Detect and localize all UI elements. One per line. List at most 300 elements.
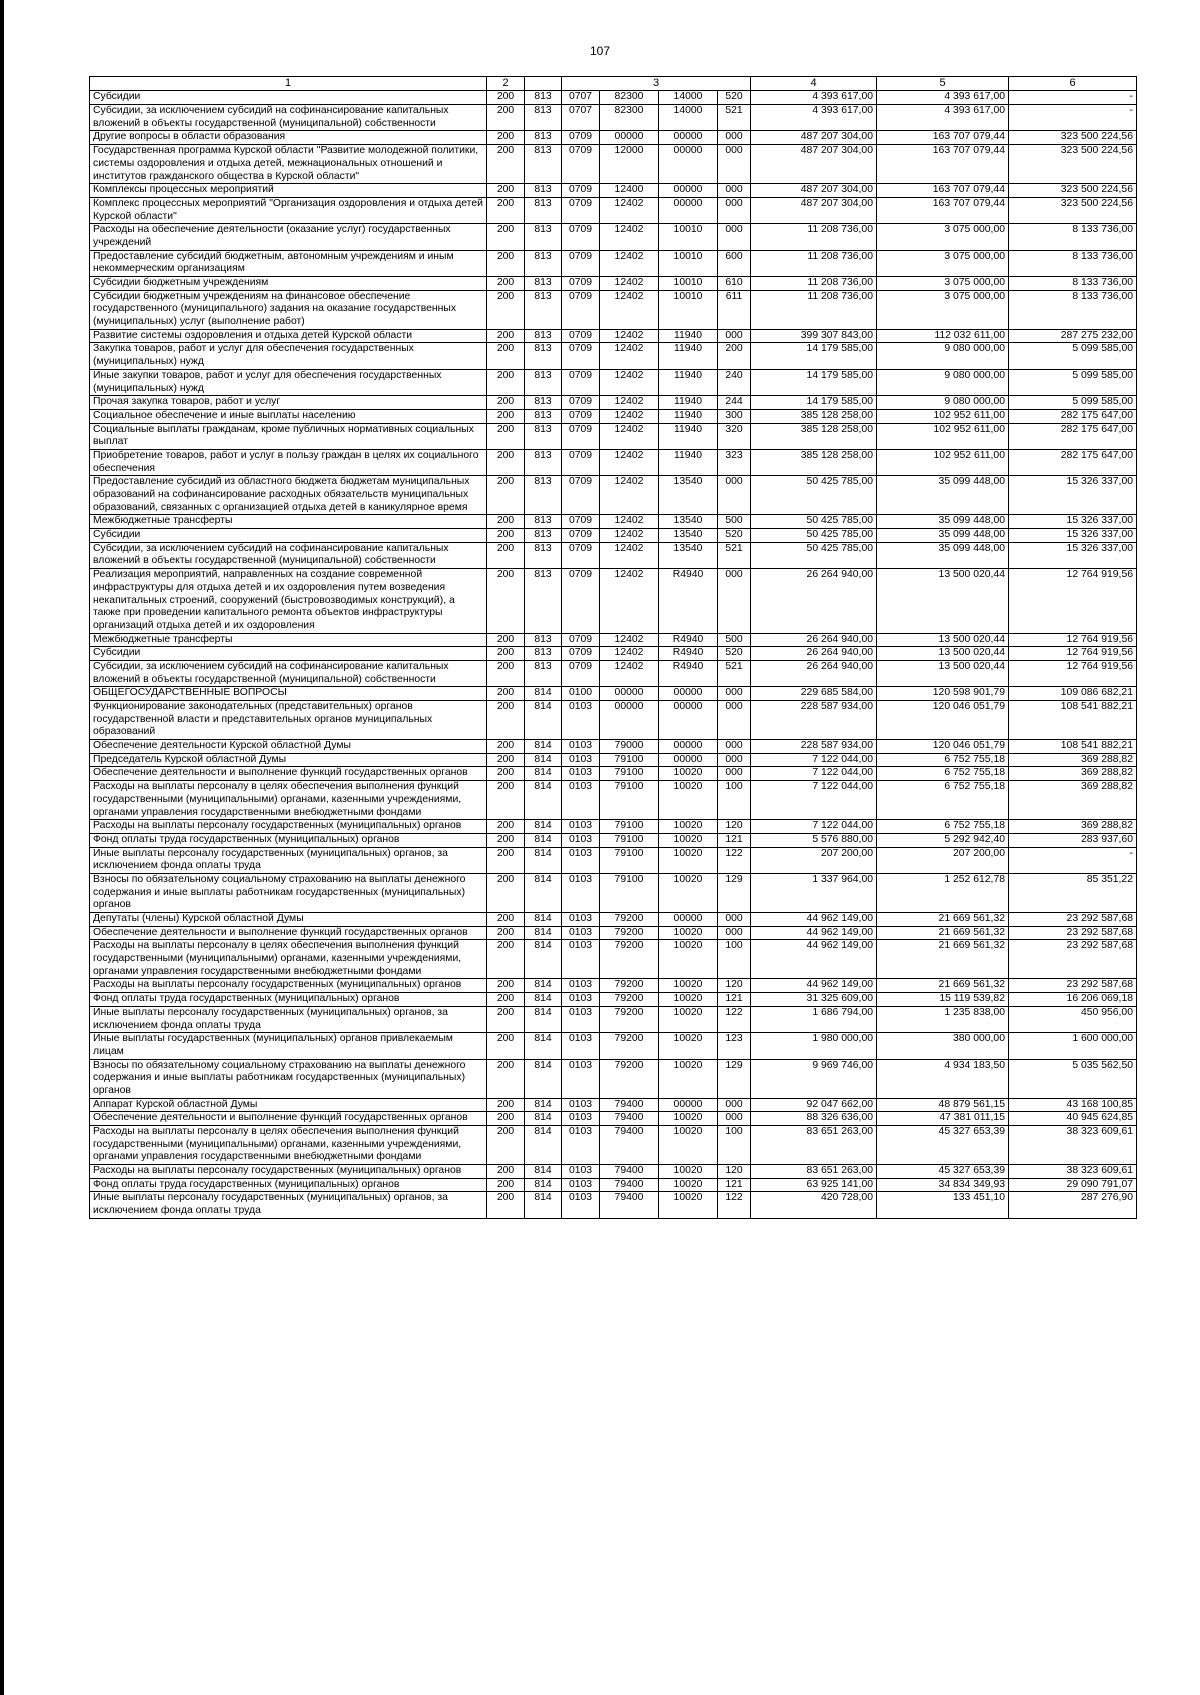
section-code-cell: 0709 (562, 529, 600, 543)
amount-col4-cell: 11 208 736,00 (751, 224, 877, 250)
expense-type-cell: 100 (718, 1126, 751, 1165)
amount-col6-cell: 369 288,82 (1009, 767, 1137, 781)
table-row (90, 1059, 1137, 1098)
admin-code-cell: 814 (525, 993, 562, 1007)
direction-code-cell: 10020 (659, 781, 718, 820)
row-name-cell: Межбюджетные трансферты (90, 515, 487, 529)
admin-code-cell: 814 (525, 1059, 562, 1098)
expense-type-cell: 320 (718, 423, 751, 449)
header-cell: 2 (487, 77, 525, 91)
row-name-cell: Субсидии, за исключением субсидий на софинансирование капитальных вложений в объекты государственной (муниципальной) собственности (90, 660, 487, 686)
table-row (90, 753, 1137, 767)
expense-type-cell: 121 (718, 833, 751, 847)
amount-col5-cell: 21 669 561,32 (877, 940, 1009, 979)
row-name-cell: Иные выплаты персоналу государственных (муниципальных) органов, за исключением фонда оплаты труда (90, 847, 487, 873)
row-name-cell: Обеспечение деятельности и выполнение функций государственных органов (90, 767, 487, 781)
expense-type-cell: 611 (718, 290, 751, 329)
admin-code-cell: 814 (525, 1165, 562, 1179)
section-code-cell: 0103 (562, 1098, 600, 1112)
row-name-cell: Иные закупки товаров, работ и услуг для обеспечения государственных (муниципальных) нужд (90, 369, 487, 395)
admin-code-cell: 814 (525, 820, 562, 834)
amount-col4-cell: 7 122 044,00 (751, 820, 877, 834)
direction-code-cell: 10020 (659, 1126, 718, 1165)
direction-code-cell: 11940 (659, 369, 718, 395)
group-code-cell: 200 (487, 979, 525, 993)
direction-code-cell: 13540 (659, 542, 718, 568)
program-code-cell: 12402 (600, 277, 659, 291)
amount-col4-cell: 4 393 617,00 (751, 105, 877, 131)
program-code-cell: 79200 (600, 1059, 659, 1098)
budget-table (89, 76, 1137, 1219)
section-code-cell: 0709 (562, 409, 600, 423)
expense-type-cell: 521 (718, 105, 751, 131)
section-code-cell: 0709 (562, 277, 600, 291)
table-row (90, 1165, 1137, 1179)
amount-col4-cell: 50 425 785,00 (751, 476, 877, 515)
admin-code-cell: 814 (525, 913, 562, 927)
amount-col6-cell: 12 764 919,56 (1009, 569, 1137, 633)
amount-col4-cell: 487 207 304,00 (751, 184, 877, 198)
amount-col6-cell: 8 133 736,00 (1009, 224, 1137, 250)
section-code-cell: 0709 (562, 633, 600, 647)
group-code-cell: 200 (487, 1178, 525, 1192)
amount-col6-cell: 109 086 682,21 (1009, 687, 1137, 701)
table-row (90, 250, 1137, 276)
expense-type-cell: 200 (718, 343, 751, 369)
amount-col5-cell: 163 707 079,44 (877, 145, 1009, 184)
program-code-cell: 79200 (600, 993, 659, 1007)
expense-type-cell: 000 (718, 145, 751, 184)
amount-col6-cell: - (1009, 847, 1137, 873)
row-name-cell: Фонд оплаты труда государственных (муниципальных) органов (90, 833, 487, 847)
admin-code-cell: 814 (525, 1006, 562, 1032)
amount-col6-cell: 282 175 647,00 (1009, 449, 1137, 475)
program-code-cell: 79400 (600, 1165, 659, 1179)
table-row (90, 1192, 1137, 1218)
section-code-cell: 0103 (562, 820, 600, 834)
amount-col5-cell: 112 032 611,00 (877, 329, 1009, 343)
amount-col6-cell: 450 956,00 (1009, 1006, 1137, 1032)
amount-col6-cell: 5 099 585,00 (1009, 396, 1137, 410)
direction-code-cell: 11940 (659, 329, 718, 343)
amount-col5-cell: 13 500 020,44 (877, 633, 1009, 647)
header-row (90, 77, 1137, 91)
admin-code-cell: 813 (525, 369, 562, 395)
section-code-cell: 0707 (562, 105, 600, 131)
row-name-cell: Расходы на выплаты персоналу государственных (муниципальных) органов (90, 979, 487, 993)
amount-col6-cell: 23 292 587,68 (1009, 979, 1137, 993)
row-name-cell: Обеспечение деятельности и выполнение функций государственных органов (90, 926, 487, 940)
expense-type-cell: 000 (718, 184, 751, 198)
row-name-cell: Взносы по обязательному социальному страхованию на выплаты денежного содержания и иные выплаты работникам государственных (муниципальных) органов (90, 873, 487, 912)
direction-code-cell: 00000 (659, 687, 718, 701)
row-name-cell: Субсидии, за исключением субсидий на софинансирование капитальных вложений в объекты государственной (муниципальной) собственности (90, 542, 487, 568)
group-code-cell: 200 (487, 515, 525, 529)
direction-code-cell: 10020 (659, 1178, 718, 1192)
group-code-cell: 200 (487, 197, 525, 223)
direction-code-cell: 11940 (659, 409, 718, 423)
group-code-cell: 200 (487, 449, 525, 475)
row-name-cell: Функционирование законодательных (представительных) органов государственной власти и представительных органов муниципальных образований (90, 701, 487, 740)
section-code-cell: 0103 (562, 781, 600, 820)
section-code-cell: 0103 (562, 847, 600, 873)
amount-col4-cell: 63 925 141,00 (751, 1178, 877, 1192)
amount-col5-cell: 9 080 000,00 (877, 396, 1009, 410)
expense-type-cell: 300 (718, 409, 751, 423)
program-code-cell: 12402 (600, 329, 659, 343)
section-code-cell: 0103 (562, 926, 600, 940)
expense-type-cell: 521 (718, 542, 751, 568)
amount-col4-cell: 228 587 934,00 (751, 740, 877, 754)
amount-col6-cell: 23 292 587,68 (1009, 940, 1137, 979)
expense-type-cell: 500 (718, 633, 751, 647)
program-code-cell: 79400 (600, 1192, 659, 1218)
amount-col5-cell: 9 080 000,00 (877, 369, 1009, 395)
section-code-cell: 0103 (562, 1006, 600, 1032)
amount-col4-cell: 207 200,00 (751, 847, 877, 873)
direction-code-cell: 10020 (659, 940, 718, 979)
program-code-cell: 12402 (600, 409, 659, 423)
table-row (90, 277, 1137, 291)
amount-col4-cell: 44 962 149,00 (751, 913, 877, 927)
program-code-cell: 12402 (600, 633, 659, 647)
row-name-cell: Председатель Курской областной Думы (90, 753, 487, 767)
amount-col5-cell: 1 252 612,78 (877, 873, 1009, 912)
direction-code-cell: 11940 (659, 343, 718, 369)
amount-col4-cell: 399 307 843,00 (751, 329, 877, 343)
amount-col4-cell: 44 962 149,00 (751, 940, 877, 979)
row-name-cell: Комплекс процессных мероприятий "Организация оздоровления и отдыха детей Курской области" (90, 197, 487, 223)
group-code-cell: 200 (487, 369, 525, 395)
program-code-cell: 79200 (600, 940, 659, 979)
admin-code-cell: 814 (525, 926, 562, 940)
admin-code-cell: 813 (525, 409, 562, 423)
amount-col5-cell: 45 327 653,39 (877, 1165, 1009, 1179)
amount-col4-cell: 26 264 940,00 (751, 633, 877, 647)
program-code-cell: 12402 (600, 224, 659, 250)
admin-code-cell: 813 (525, 542, 562, 568)
admin-code-cell: 814 (525, 1178, 562, 1192)
amount-col6-cell: 15 326 337,00 (1009, 542, 1137, 568)
section-code-cell: 0103 (562, 753, 600, 767)
direction-code-cell: 10020 (659, 847, 718, 873)
group-code-cell: 200 (487, 409, 525, 423)
section-code-cell: 0709 (562, 184, 600, 198)
section-code-cell: 0709 (562, 343, 600, 369)
direction-code-cell: R4940 (659, 660, 718, 686)
group-code-cell: 200 (487, 423, 525, 449)
program-code-cell: 79200 (600, 979, 659, 993)
direction-code-cell: R4940 (659, 633, 718, 647)
amount-col4-cell: 14 179 585,00 (751, 369, 877, 395)
table-row (90, 184, 1137, 198)
group-code-cell: 200 (487, 701, 525, 740)
program-code-cell: 79100 (600, 847, 659, 873)
program-code-cell: 00000 (600, 701, 659, 740)
expense-type-cell: 000 (718, 224, 751, 250)
group-code-cell: 200 (487, 569, 525, 633)
expense-type-cell: 000 (718, 197, 751, 223)
amount-col6-cell: 15 326 337,00 (1009, 476, 1137, 515)
table-row (90, 1112, 1137, 1126)
direction-code-cell: 10010 (659, 224, 718, 250)
program-code-cell: 79400 (600, 1112, 659, 1126)
header-cell: 5 (877, 77, 1009, 91)
scan-edge-bar (0, 0, 4, 1695)
table-row (90, 449, 1137, 475)
row-name-cell: Расходы на выплаты персоналу в целях обеспечения выполнения функций государственными (муниципальными) органами, казенными учреждениями, органами управления государственными внебюджетными фондами (90, 940, 487, 979)
table-row (90, 660, 1137, 686)
amount-col5-cell: 207 200,00 (877, 847, 1009, 873)
group-code-cell: 200 (487, 781, 525, 820)
direction-code-cell: 10020 (659, 1165, 718, 1179)
amount-col6-cell: 29 090 791,07 (1009, 1178, 1137, 1192)
direction-code-cell: 00000 (659, 131, 718, 145)
amount-col5-cell: 163 707 079,44 (877, 131, 1009, 145)
admin-code-cell: 814 (525, 767, 562, 781)
amount-col4-cell: 385 128 258,00 (751, 449, 877, 475)
program-code-cell: 79200 (600, 1033, 659, 1059)
direction-code-cell: 13540 (659, 515, 718, 529)
amount-col5-cell: 35 099 448,00 (877, 529, 1009, 543)
header-cell: 4 (751, 77, 877, 91)
table-row (90, 781, 1137, 820)
amount-col6-cell: 369 288,82 (1009, 781, 1137, 820)
row-name-cell: Расходы на выплаты персоналу государственных (муниципальных) органов (90, 1165, 487, 1179)
direction-code-cell: 13540 (659, 476, 718, 515)
amount-col6-cell: 12 764 919,56 (1009, 633, 1137, 647)
amount-col4-cell: 5 576 880,00 (751, 833, 877, 847)
expense-type-cell: 500 (718, 515, 751, 529)
row-name-cell: Социальное обеспечение и иные выплаты населению (90, 409, 487, 423)
amount-col4-cell: 26 264 940,00 (751, 647, 877, 661)
expense-type-cell: 123 (718, 1033, 751, 1059)
direction-code-cell: 10020 (659, 1112, 718, 1126)
group-code-cell: 200 (487, 940, 525, 979)
group-code-cell: 200 (487, 1033, 525, 1059)
admin-code-cell: 813 (525, 396, 562, 410)
amount-col6-cell: 283 937,60 (1009, 833, 1137, 847)
program-code-cell: 00000 (600, 687, 659, 701)
expense-type-cell: 121 (718, 993, 751, 1007)
table-row (90, 476, 1137, 515)
table-row (90, 105, 1137, 131)
group-code-cell: 200 (487, 224, 525, 250)
program-code-cell: 12402 (600, 515, 659, 529)
page-number: 107 (589, 44, 611, 58)
section-code-cell: 0100 (562, 687, 600, 701)
row-name-cell: Предоставление субсидий из областного бюджета бюджетам муниципальных образований на софинансирование расходных обязательств муниципальных образований, связанных с организацией отдыха детей в каникулярное время (90, 476, 487, 515)
table-row (90, 369, 1137, 395)
group-code-cell: 200 (487, 1165, 525, 1179)
amount-col6-cell: 43 168 100,85 (1009, 1098, 1137, 1112)
expense-type-cell: 000 (718, 1098, 751, 1112)
group-code-cell: 200 (487, 542, 525, 568)
row-name-cell: Развитие системы оздоровления и отдыха детей Курской области (90, 329, 487, 343)
direction-code-cell: R4940 (659, 569, 718, 633)
amount-col6-cell: 108 541 882,21 (1009, 701, 1137, 740)
group-code-cell: 200 (487, 1126, 525, 1165)
amount-col4-cell: 487 207 304,00 (751, 131, 877, 145)
admin-code-cell: 814 (525, 847, 562, 873)
group-code-cell: 200 (487, 476, 525, 515)
table-body (90, 77, 1137, 1219)
group-code-cell: 200 (487, 833, 525, 847)
amount-col6-cell: 323 500 224,56 (1009, 184, 1137, 198)
group-code-cell: 200 (487, 1112, 525, 1126)
section-code-cell: 0103 (562, 833, 600, 847)
amount-col6-cell: 85 351,22 (1009, 873, 1137, 912)
section-code-cell: 0103 (562, 1033, 600, 1059)
table-row (90, 197, 1137, 223)
program-code-cell: 12400 (600, 184, 659, 198)
amount-col5-cell: 4 934 183,50 (877, 1059, 1009, 1098)
admin-code-cell: 813 (525, 660, 562, 686)
section-code-cell: 0103 (562, 1126, 600, 1165)
expense-type-cell: 000 (718, 131, 751, 145)
program-code-cell: 12402 (600, 542, 659, 568)
group-code-cell: 200 (487, 687, 525, 701)
direction-code-cell: 10020 (659, 767, 718, 781)
group-code-cell: 200 (487, 647, 525, 661)
amount-col5-cell: 133 451,10 (877, 1192, 1009, 1218)
section-code-cell: 0103 (562, 1165, 600, 1179)
table-row (90, 145, 1137, 184)
program-code-cell: 79400 (600, 1126, 659, 1165)
header-cell: 1 (90, 77, 487, 91)
table-row (90, 633, 1137, 647)
amount-col5-cell: 4 393 617,00 (877, 91, 1009, 105)
amount-col6-cell: 323 500 224,56 (1009, 145, 1137, 184)
row-name-cell: Иные выплаты государственных (муниципальных) органов привлекаемым лицам (90, 1033, 487, 1059)
program-code-cell: 12402 (600, 647, 659, 661)
amount-col5-cell: 45 327 653,39 (877, 1126, 1009, 1165)
program-code-cell: 12402 (600, 529, 659, 543)
section-code-cell: 0103 (562, 1192, 600, 1218)
direction-code-cell: 00000 (659, 1098, 718, 1112)
admin-code-cell: 814 (525, 701, 562, 740)
program-code-cell: 12402 (600, 197, 659, 223)
amount-col5-cell: 6 752 755,18 (877, 820, 1009, 834)
group-code-cell: 200 (487, 91, 525, 105)
amount-col4-cell: 92 047 662,00 (751, 1098, 877, 1112)
amount-col5-cell: 102 952 611,00 (877, 409, 1009, 423)
direction-code-cell: 10020 (659, 1006, 718, 1032)
group-code-cell: 200 (487, 250, 525, 276)
amount-col5-cell: 6 752 755,18 (877, 767, 1009, 781)
group-code-cell: 200 (487, 1098, 525, 1112)
amount-col6-cell: 287 275 232,00 (1009, 329, 1137, 343)
program-code-cell: 82300 (600, 91, 659, 105)
group-code-cell: 200 (487, 926, 525, 940)
direction-code-cell: 10020 (659, 993, 718, 1007)
group-code-cell: 200 (487, 396, 525, 410)
table-row (90, 131, 1137, 145)
row-name-cell: Взносы по обязательному социальному страхованию на выплаты денежного содержания и иные выплаты работникам государственных (муниципальных) органов (90, 1059, 487, 1098)
admin-code-cell: 813 (525, 105, 562, 131)
amount-col5-cell: 380 000,00 (877, 1033, 1009, 1059)
group-code-cell: 200 (487, 184, 525, 198)
expense-type-cell: 122 (718, 847, 751, 873)
admin-code-cell: 814 (525, 1033, 562, 1059)
amount-col5-cell: 13 500 020,44 (877, 569, 1009, 633)
direction-code-cell: 10020 (659, 926, 718, 940)
program-code-cell: 12402 (600, 660, 659, 686)
program-code-cell: 12000 (600, 145, 659, 184)
admin-code-cell: 813 (525, 515, 562, 529)
amount-col4-cell: 31 325 609,00 (751, 993, 877, 1007)
amount-col5-cell: 15 119 539,82 (877, 993, 1009, 1007)
row-name-cell: Субсидии (90, 91, 487, 105)
direction-code-cell: 00000 (659, 701, 718, 740)
row-name-cell: Иные выплаты персоналу государственных (муниципальных) органов, за исключением фонда оплаты труда (90, 1006, 487, 1032)
direction-code-cell: 10010 (659, 250, 718, 276)
table-row (90, 926, 1137, 940)
table-row (90, 701, 1137, 740)
table-row (90, 1033, 1137, 1059)
section-code-cell: 0709 (562, 569, 600, 633)
row-name-cell: Субсидии бюджетным учреждениям (90, 277, 487, 291)
admin-code-cell: 814 (525, 753, 562, 767)
direction-code-cell: 10020 (659, 873, 718, 912)
amount-col6-cell: 8 133 736,00 (1009, 250, 1137, 276)
admin-code-cell: 814 (525, 873, 562, 912)
amount-col4-cell: 11 208 736,00 (751, 277, 877, 291)
direction-code-cell: 13540 (659, 529, 718, 543)
amount-col6-cell: 5 035 562,50 (1009, 1059, 1137, 1098)
expense-type-cell: 600 (718, 250, 751, 276)
admin-code-cell: 813 (525, 91, 562, 105)
table-row (90, 329, 1137, 343)
table-row (90, 290, 1137, 329)
row-name-cell: Комплексы процессных мероприятий (90, 184, 487, 198)
expense-type-cell: 000 (718, 569, 751, 633)
table-row (90, 542, 1137, 568)
amount-col4-cell: 11 208 736,00 (751, 250, 877, 276)
table-row (90, 91, 1137, 105)
expense-type-cell: 120 (718, 1165, 751, 1179)
group-code-cell: 200 (487, 660, 525, 686)
amount-col5-cell: 6 752 755,18 (877, 753, 1009, 767)
expense-type-cell: 323 (718, 449, 751, 475)
group-code-cell: 200 (487, 105, 525, 131)
table-row (90, 687, 1137, 701)
table-row (90, 993, 1137, 1007)
direction-code-cell: 10020 (659, 1033, 718, 1059)
amount-col4-cell: 9 969 746,00 (751, 1059, 877, 1098)
row-name-cell: Депутаты (члены) Курской областной Думы (90, 913, 487, 927)
row-name-cell: Реализация мероприятий, направленных на создание современной инфраструктуры для отдыха детей и их оздоровления путем возведения некапитальных строений, сооружений (быстровозводимых конструкций), а также при проведении капитального ремонта объектов инфраструктуры организаций отдыха детей и их оздоровления (90, 569, 487, 633)
admin-code-cell: 813 (525, 131, 562, 145)
admin-code-cell: 813 (525, 329, 562, 343)
expense-type-cell: 100 (718, 781, 751, 820)
amount-col5-cell: 35 099 448,00 (877, 515, 1009, 529)
amount-col4-cell: 1 337 964,00 (751, 873, 877, 912)
expense-type-cell: 120 (718, 979, 751, 993)
expense-type-cell: 520 (718, 647, 751, 661)
direction-code-cell: 10020 (659, 1192, 718, 1218)
program-code-cell: 79400 (600, 1178, 659, 1192)
amount-col6-cell: 108 541 882,21 (1009, 740, 1137, 754)
program-code-cell: 79100 (600, 753, 659, 767)
table-row (90, 847, 1137, 873)
admin-code-cell: 814 (525, 1098, 562, 1112)
program-code-cell: 12402 (600, 290, 659, 329)
section-code-cell: 0103 (562, 740, 600, 754)
admin-code-cell: 813 (525, 647, 562, 661)
program-code-cell: 12402 (600, 476, 659, 515)
program-code-cell: 12402 (600, 423, 659, 449)
